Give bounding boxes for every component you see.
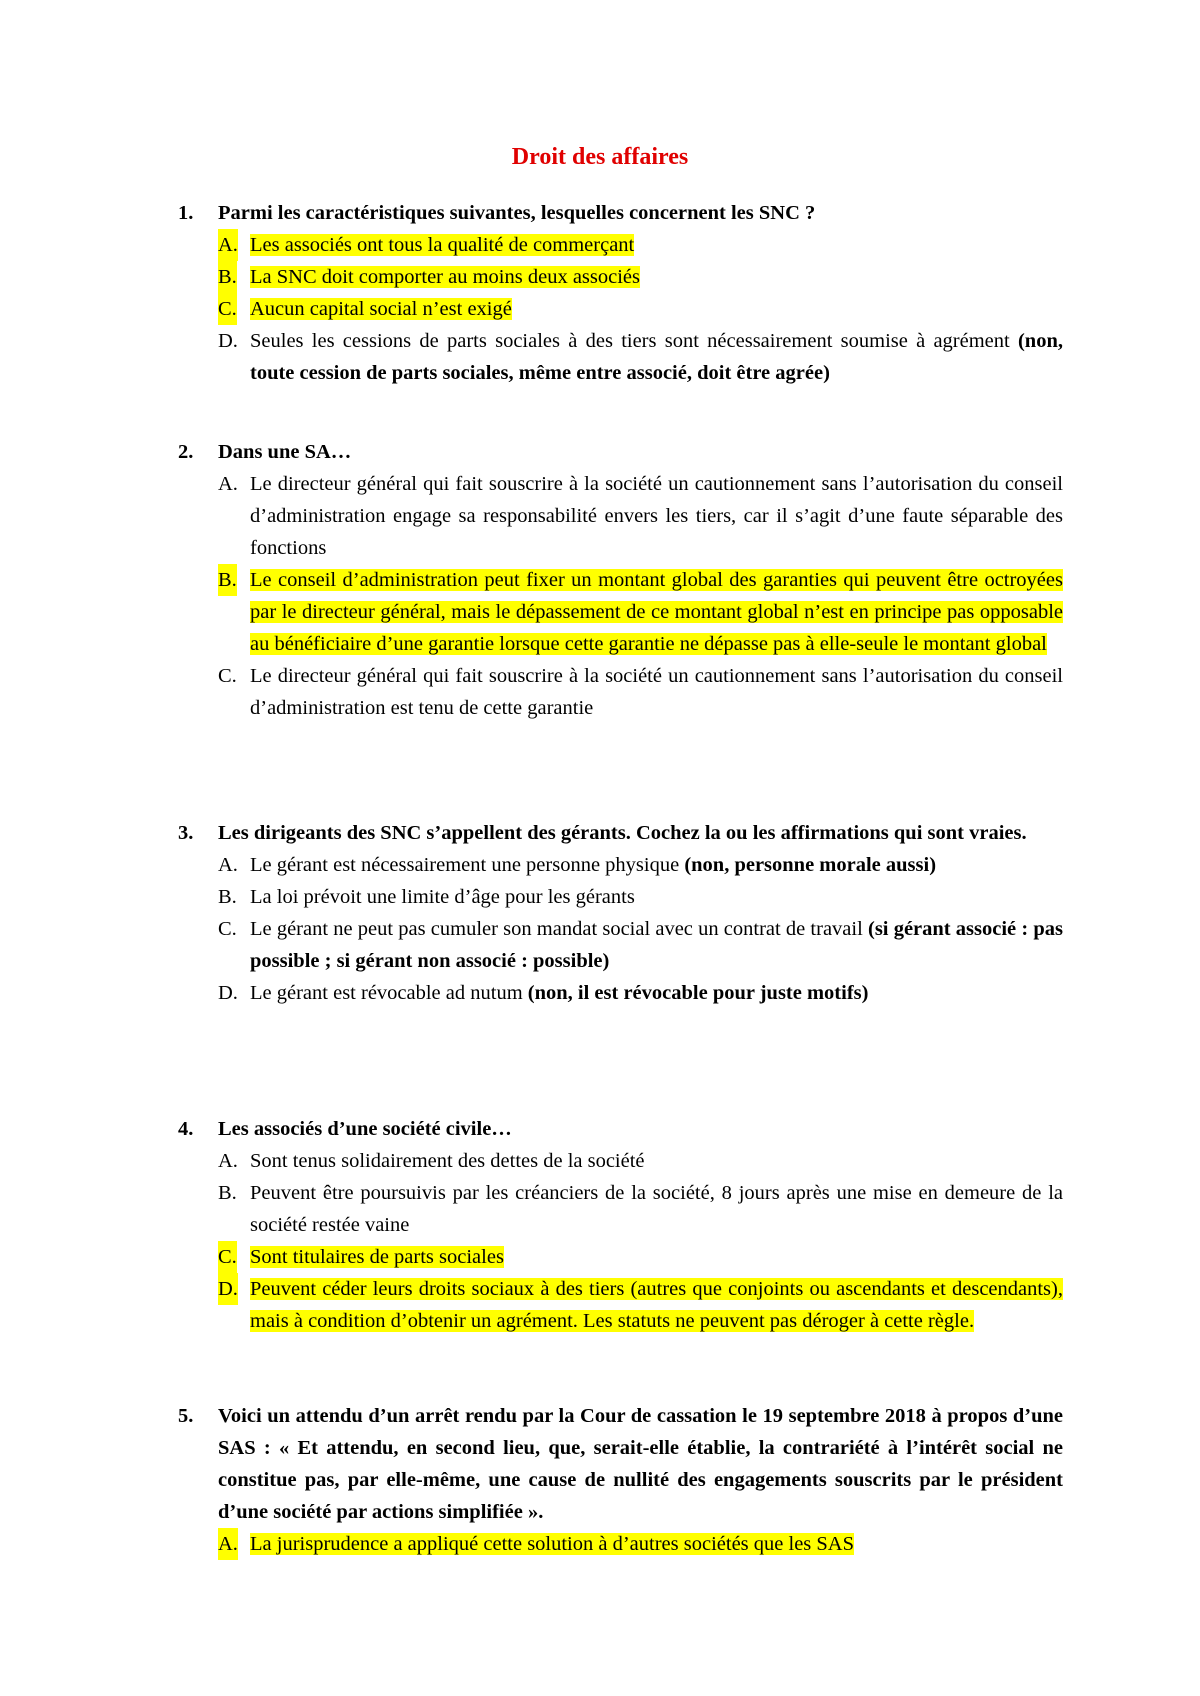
option-letter: A.	[218, 854, 238, 876]
question-heading	[178, 197, 1063, 229]
answer-option-b	[178, 261, 1063, 293]
answer-option-a	[178, 468, 1063, 564]
question-text: Les associés d’une société civile…	[218, 1118, 512, 1140]
option-letter: A.	[218, 473, 238, 495]
question-number: 5.	[178, 1405, 194, 1427]
answer-option-d	[178, 977, 1063, 1009]
answer-option-b	[178, 564, 1063, 660]
option-text: Seules les cessions de parts sociales à des tiers sont nécessairement soumise à agrément	[250, 330, 1010, 352]
option-letter: D.	[218, 1273, 238, 1305]
answer-option-a	[178, 1528, 1063, 1560]
question-1	[178, 197, 1063, 389]
option-letter: A.	[218, 1150, 238, 1172]
question-text: Parmi les caractéristiques suivantes, lesquelles concernent les SNC ?	[218, 202, 816, 224]
option-text: Aucun capital social n’est exigé	[250, 298, 512, 320]
question-heading	[178, 436, 1063, 468]
question-number: 3.	[178, 822, 194, 844]
answer-option-c	[178, 913, 1063, 977]
option-text: Sont titulaires de parts sociales	[250, 1246, 504, 1268]
option-text: Peuvent céder leurs droits sociaux à des tiers (autres que conjoints ou ascendants et descendants), mais à condition d’obtenir un agrément. Les statuts ne peuvent pas déroger à cette règle.	[250, 1278, 1063, 1332]
option-text: Le gérant ne peut pas cumuler son mandat social avec un contrat de travail	[250, 918, 863, 940]
answer-option-c	[178, 293, 1063, 325]
question-number: 2.	[178, 441, 194, 463]
question-4	[178, 1113, 1063, 1337]
question-text: Dans une SA…	[218, 441, 352, 463]
option-note: (non, toute cession de parts sociales, même entre associé, doit être agrée)	[250, 330, 1063, 384]
option-letter: C.	[218, 918, 237, 940]
option-letter: B.	[218, 1182, 237, 1204]
question-heading	[178, 817, 1063, 849]
option-letter: B.	[218, 564, 237, 596]
option-letter: C.	[218, 293, 237, 325]
option-text: La jurisprudence a appliqué cette solution à d’autres sociétés que les SAS	[250, 1533, 854, 1555]
option-letter: A.	[218, 1528, 238, 1560]
option-note: (non, personne morale aussi)	[684, 854, 937, 876]
answer-option-d	[178, 325, 1063, 389]
answer-option-b	[178, 881, 1063, 913]
option-text: Le directeur général qui fait souscrire à la société un cautionnement sans l’autorisation du conseil d’administration engage sa responsabilité envers les tiers, car il s’agit d’une faute séparable des fonctions	[250, 473, 1063, 559]
option-text: Le gérant est révocable ad nutum	[250, 982, 523, 1004]
document-title: Droit des affaires	[511, 144, 689, 170]
question-heading	[178, 1400, 1063, 1528]
question-3	[178, 817, 1063, 1009]
option-letter: B.	[218, 261, 237, 293]
answer-option-a	[178, 229, 1063, 261]
question-heading	[178, 1113, 1063, 1145]
option-text: Le conseil d’administration peut fixer un montant global des garanties qui peuvent être octroyées par le directeur général, mais le dépassement de ce montant global n’est en principe pas opposable au bénéficiaire d’une garantie lorsque cette garantie ne dépasse pas à elle-seule le montant global	[250, 569, 1063, 655]
answer-option-c	[178, 660, 1063, 724]
option-text: La loi prévoit une limite d’âge pour les gérants	[250, 886, 635, 908]
option-note: (si gérant associé : pas possible ; si gérant non associé : possible)	[250, 918, 1064, 972]
option-note: (non, il est révocable pour juste motifs)	[527, 982, 869, 1004]
option-letter: C.	[218, 1241, 237, 1273]
question-number: 1.	[178, 202, 194, 224]
option-text: Les associés ont tous la qualité de commerçant	[250, 234, 635, 256]
option-text: Le directeur général qui fait souscrire à la société un cautionnement sans l’autorisation du conseil d’administration est tenu de cette garantie	[250, 665, 1063, 719]
option-letter: A.	[218, 229, 238, 261]
option-letter: D.	[218, 982, 238, 1004]
question-number: 4.	[178, 1118, 194, 1140]
option-text: Peuvent être poursuivis par les créanciers de la société, 8 jours après une mise en demeure de la société restée vaine	[250, 1182, 1063, 1236]
option-text: Sont tenus solidairement des dettes de la société	[250, 1150, 645, 1172]
answer-option-c	[178, 1241, 1063, 1273]
answer-option-b	[178, 1177, 1063, 1241]
question-text: Les dirigeants des SNC s’appellent des gérants. Cochez la ou les affirmations qui sont vraies.	[218, 822, 1027, 844]
question-2	[178, 436, 1063, 724]
question-5	[178, 1400, 1063, 1560]
option-letter: D.	[218, 330, 238, 352]
option-letter: C.	[218, 665, 237, 687]
option-text: La SNC doit comporter au moins deux associés	[250, 266, 641, 288]
option-letter: B.	[218, 886, 237, 908]
question-text: Voici un attendu d’un arrêt rendu par la Cour de cassation le 19 septembre 2018 à propos d’une SAS : « Et attendu, en second lieu, que, serait-elle établie, la contrariété à l’intérêt social ne constitue pas, par elle-même, une cause de nullité des engagements souscrits par le président d’une société par actions simplifiée ».	[218, 1405, 1063, 1523]
option-text: Le gérant est nécessairement une personne physique	[250, 854, 680, 876]
answer-option-a	[178, 1145, 1063, 1177]
answer-option-a	[178, 849, 1063, 881]
answer-option-d	[178, 1273, 1063, 1337]
